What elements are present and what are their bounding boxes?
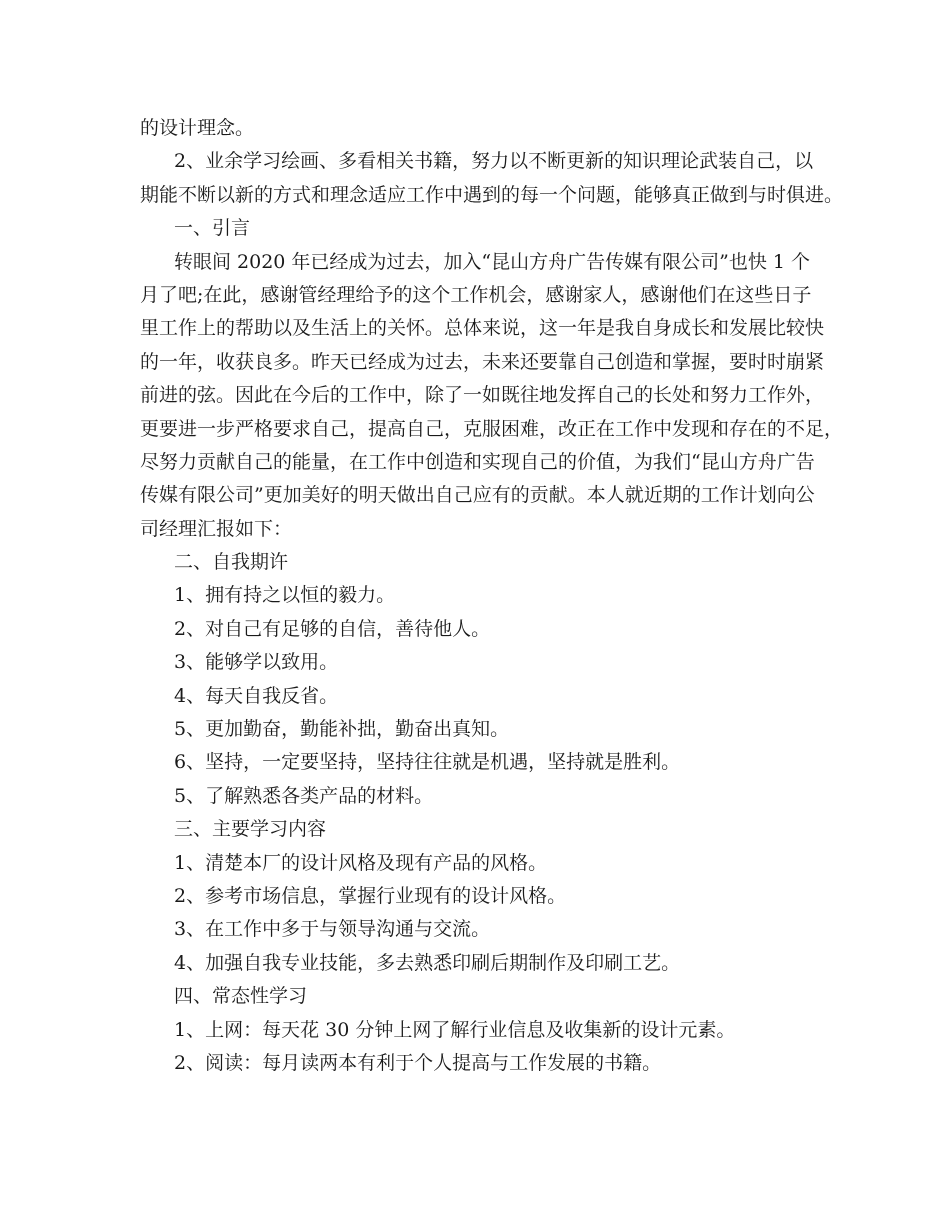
document-line: 4、每天自我反省。 (174, 684, 339, 707)
document-line: 5、更加勤奋，勤能补拙，勤奋出真知。 (174, 718, 510, 741)
document-line: 3、在工作中多于与领导沟通与交流。 (174, 918, 491, 941)
document-line: 2、参考市场信息，掌握行业现有的设计风格。 (174, 884, 567, 907)
document-line: 的设计理念。 (140, 117, 255, 139)
document-line: 里工作上的帮助以及生活上的关怀。总体来说，这一年是我自身成长和发展比较快 (140, 317, 825, 340)
document-body (140, 112, 844, 1080)
document-line: 的一年，收获良多。昨天已经成为过去，未来还要靠自己创造和掌握，要时时崩紧 (140, 350, 825, 373)
document-line: 2、阅读：每月读两本有利于个人提高与工作发展的书籍。 (174, 1051, 662, 1074)
document-line: 司经理汇报如下： (140, 517, 293, 540)
document-line: 期能不断以新的方式和理念适应工作中遇到的每一个问题，能够真正做到与时俱进。 (140, 183, 844, 206)
document-line: 2、对自己有足够的自信，善待他人。 (174, 617, 491, 640)
document-line: 尽努力贡献自己的能量，在工作中创造和实现自己的价值，为我们“昆山方舟广告 (140, 450, 815, 473)
document-line: 5、了解熟悉各类产品的材料。 (174, 784, 434, 807)
document-line: 传媒有限公司”更加美好的明天做出自己应有的贡献。本人就近期的工作计划向公 (140, 484, 815, 507)
document-line: 四、常态性学习 (174, 985, 308, 1008)
document-line: 转眼间 2020 年已经成为过去，加入“昆山方舟广告传媒有限公司”也快 1 个 (174, 250, 811, 273)
document-line: 4、加强自我专业技能，多去熟悉印刷后期制作及印刷工艺。 (174, 951, 681, 974)
document-line: 二、自我期许 (174, 551, 289, 574)
document-line: 1、清楚本厂的设计风格及现有产品的风格。 (174, 851, 548, 874)
document-line: 1、上网：每天花 30 分钟上网了解行业信息及收集新的设计元素。 (174, 1018, 736, 1041)
document-line: 3、能够学以致用。 (174, 651, 339, 674)
document-line: 月了吧;在此，感谢管经理给予的这个工作机会，感谢家人，感谢他们在这些日子 (140, 283, 812, 306)
document-line: 前进的弦。因此在今后的工作中，除了一如既往地发挥自己的长处和努力工作外， (140, 384, 825, 407)
document-line: 一、引言 (174, 217, 251, 240)
document-line: 2、业余学习绘画、多看相关书籍，努力以不断更新的知识理论武装自己，以 (174, 150, 814, 173)
document-line: 更要进一步严格要求自己，提高自己，克服困难，改正在工作中发现和存在的不足， (140, 417, 844, 440)
document-line: 三、主要学习内容 (174, 818, 327, 841)
document-line: 1、拥有持之以恒的毅力。 (174, 584, 396, 607)
document-line: 6、坚持，一定要坚持，坚持往往就是机遇，坚持就是胜利。 (174, 751, 681, 774)
